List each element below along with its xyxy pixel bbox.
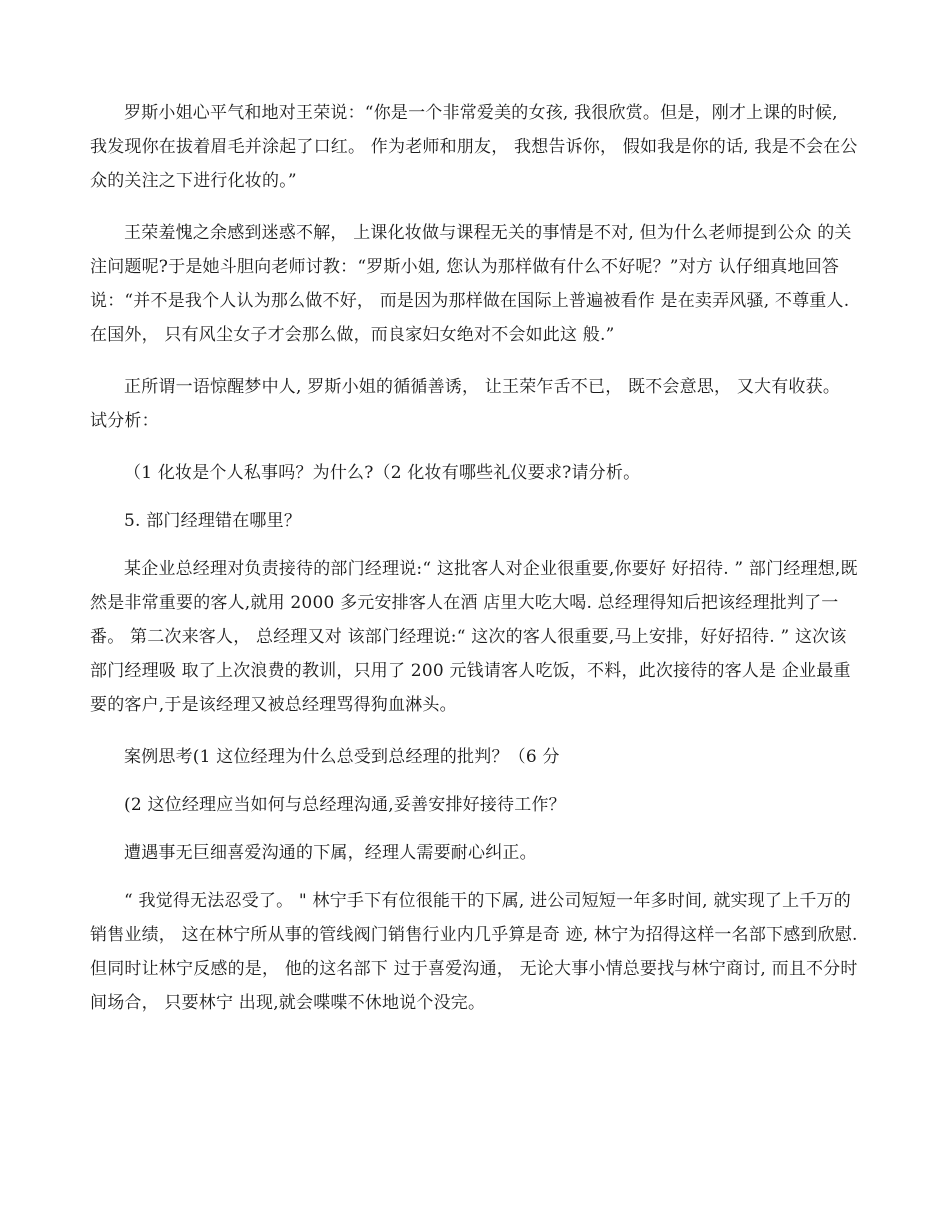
paragraph-7: 案例思考(1 这位经理为什么总受到总经理的批判？（6 分 [124,747,560,767]
paragraph-6: 某企业总经理对负责接待的部门经理说:“ 这批客人对企业很重要,你要好 好招待. ” 部门经理想,既然是非常重要的客人,就用 2000 多元安排客人在酒 店里大吃大喝. 总经理得知后把该经理批判了一番。 第二次来客人， 总经理又对 该部门经理说:“ 这次的客人很重要,马上安排，好好招待. ” 这次该部门经理吸 取了上次浪费的教训，只用了 200 元钱请客人吃饭，不料，此次接待的客人是 企业最重要的客户,于是该经理又被总经理骂得狗血淋头。 [90,559,858,715]
paragraph-2: 王荣羞愧之余感到迷惑不解， 上课化妆做与课程无关的事情是不对, 但为什么老师提到公众 的关注问题呢?于是她斗胆向老师讨教：“罗斯小姐, 您认为那样做有什么不好呢？”对方 认仔细真地回答说：“并不是我个人认为那么做不好， 而是因为那样做在国际上普遍被看作 是在卖弄风骚, 不尊重人.在国外， 只有风尘女子才会那么做，而良家妇女绝对不会如此这 般.” [90,223,852,345]
document-body [90,96,860,1038]
paragraph-9: 遭遇事无巨细喜爱沟通的下属，经理人需要耐心纠正。 [124,843,537,863]
paragraph-3: 正所谓一语惊醒梦中人, 罗斯小姐的循循善诱， 让王荣乍舌不已， 既不会意思， 又大有收获。 试分析： [90,377,841,431]
section-heading: 5. 部门经理错在哪里？ [124,511,302,531]
paragraph-4: （1 化妆是个人私事吗？为什么?（2 化妆有哪些礼仪要求?请分析。 [124,463,641,483]
paragraph-10: “ 我觉得无法忍受了。 " 林宁手下有位很能干的下属, 进公司短短一年多时间, 就实现了上千万的销售业绩， 这在林宁所从事的管线阀门销售行业内几乎算是奇 迹, 林宁为招得这样一名部下感到欣慰. 但同时让林宁反感的是， 他的这名部下 过于喜爱沟通， 无论大事小情总要找与林宁商讨, 而且不分时间场合， 只要林宁 出现,就会喋喋不休地说个没完。 [90,891,858,1013]
paragraph-8: (2 这位经理应当如何与总经理沟通,妥善安排好接待工作？ [124,795,566,815]
paragraph-1: 罗斯小姐心平气和地对王荣说：“你是一个非常爱美的女孩, 我很欣赏。但是，刚才上课的时候, 我发现你在拔着眉毛并涂起了口红。 作为老师和朋友， 我想告诉你， 假如我是你的话, 我是不会在公众的关注之下进行化妆的。” [90,103,858,191]
